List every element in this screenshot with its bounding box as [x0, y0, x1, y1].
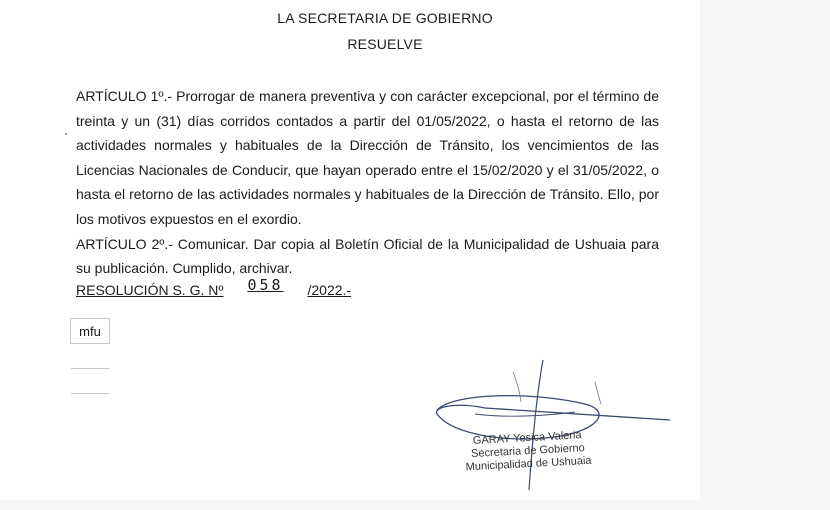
- resolution-line: [76, 276, 352, 299]
- signatory-organization: Municipalidad de Ushuaia: [465, 454, 592, 474]
- background-margin-bottom: [0, 500, 830, 510]
- signatory-name: GARAY Yesica Valeria: [472, 429, 582, 447]
- resolution-suffix: /2022.-: [307, 282, 352, 298]
- initials-box: [70, 318, 110, 394]
- article-2: ARTÍCULO 2º.- Comunicar. Dar copia al Boletín Oficial de la Municipalidad de Ushuaia para su publicación. Cumplido, archivar.: [76, 235, 659, 277]
- initials-label: mfu: [71, 319, 110, 344]
- article-1: ARTÍCULO 1º.- Prorrogar de manera preventiva y con carácter excepcional, por el término de treinta y un (31) días corridos contados a partir del 01/05/2022, o hasta el retorno de las actividades normales y habituales de la Dirección de Tránsito, los vencimientos de las Licencias Nacionales de Conducir, que hayan operado entre el 15/02/2020 y el 31/05/2022, o hasta el retorno de las actividades normales y habituales de la Dirección de Tránsito. Ello, por los motivos expuestos en el exordio.: [76, 88, 659, 227]
- header-resuelve: RESUELVE: [347, 36, 423, 52]
- initials-empty-row: [71, 369, 110, 394]
- scan-speck: [65, 133, 67, 135]
- signatory-role: Secretaria de Gobierno: [470, 442, 585, 461]
- resolution-prefix: RESOLUCIÓN S. G. Nº: [76, 282, 224, 298]
- background-margin-right: [700, 0, 830, 510]
- articles-body: [76, 84, 659, 281]
- initials-empty-row: [71, 344, 110, 369]
- signature-block: [452, 428, 604, 475]
- resolution-number: 058: [247, 276, 284, 294]
- header-secretaria: LA SECRETARIA DE GOBIERNO: [277, 10, 493, 26]
